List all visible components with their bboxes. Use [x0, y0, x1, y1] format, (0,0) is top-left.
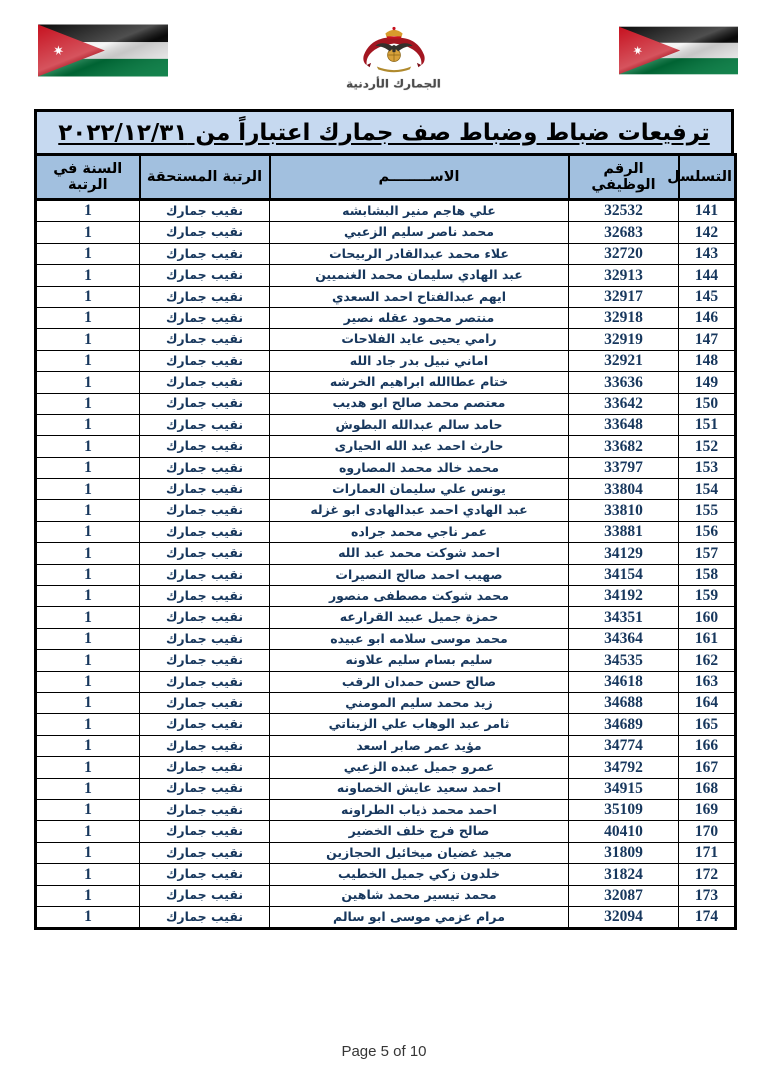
- rank-cell: نقيب جمارك: [140, 757, 270, 778]
- serial-cell: 142: [679, 222, 736, 243]
- page-number: Page 5 of 10: [341, 1043, 427, 1060]
- rank-cell: نقيب جمارك: [140, 521, 270, 542]
- employee-number-cell: 34915: [569, 778, 679, 799]
- name-cell: عبد الهادي احمد عبدالهادى ابو غزله: [270, 500, 569, 521]
- year-in-rank-cell: 1: [36, 842, 140, 863]
- year-in-rank-cell: 1: [36, 586, 140, 607]
- name-cell: ختام عطاالله ابراهيم الخرشه: [270, 372, 569, 393]
- table-row: [36, 778, 736, 799]
- table-row: [36, 350, 736, 371]
- rank-cell: نقيب جمارك: [140, 885, 270, 906]
- year-in-rank-cell: 1: [36, 265, 140, 286]
- serial-cell: 162: [679, 650, 736, 671]
- table-row: [36, 906, 736, 928]
- name-cell: صالح فرج خلف الخضير: [270, 821, 569, 842]
- serial-cell: 158: [679, 564, 736, 585]
- serial-cell: 157: [679, 543, 736, 564]
- name-cell: مؤيد عمر صابر اسعد: [270, 735, 569, 756]
- jordan-coat-of-arms-icon: [351, 24, 437, 76]
- employee-number-cell: 34792: [569, 757, 679, 778]
- table-row: [36, 479, 736, 500]
- name-cell: محمد تيسير محمد شاهين: [270, 885, 569, 906]
- table-row: [36, 265, 736, 286]
- year-in-rank-cell: 1: [36, 500, 140, 521]
- rank-cell: نقيب جمارك: [140, 842, 270, 863]
- serial-cell: 152: [679, 436, 736, 457]
- name-cell: يونس علي سليمان العمارات: [270, 479, 569, 500]
- employee-number-cell: 32532: [569, 200, 679, 222]
- employee-number-cell: 34154: [569, 564, 679, 585]
- employee-number-cell: 32094: [569, 906, 679, 928]
- year-in-rank-cell: 1: [36, 436, 140, 457]
- name-cell: حامد سالم عبدالله البطوش: [270, 414, 569, 435]
- employee-number-cell: 32919: [569, 329, 679, 350]
- rank-cell: نقيب جمارك: [140, 628, 270, 649]
- rank-cell: نقيب جمارك: [140, 222, 270, 243]
- serial-cell: 144: [679, 265, 736, 286]
- promotions-table: [34, 153, 737, 930]
- employee-number-cell: 32921: [569, 350, 679, 371]
- serial-cell: 168: [679, 778, 736, 799]
- year-in-rank-cell: 1: [36, 286, 140, 307]
- employee-number-cell: 31809: [569, 842, 679, 863]
- serial-cell: 148: [679, 350, 736, 371]
- serial-cell: 161: [679, 628, 736, 649]
- name-cell: احمد شوكت محمد عبد الله: [270, 543, 569, 564]
- serial-cell: 143: [679, 243, 736, 264]
- serial-cell: 164: [679, 692, 736, 713]
- employee-number-cell: 34364: [569, 628, 679, 649]
- crest-block: [346, 24, 441, 91]
- name-cell: ايهم عبدالفتاح احمد السعدي: [270, 286, 569, 307]
- serial-cell: 163: [679, 671, 736, 692]
- year-in-rank-cell: 1: [36, 457, 140, 478]
- year-in-rank-cell: 1: [36, 222, 140, 243]
- year-in-rank-cell: 1: [36, 543, 140, 564]
- employee-number-cell: 33881: [569, 521, 679, 542]
- rank-cell: نقيب جمارك: [140, 500, 270, 521]
- rank-cell: نقيب جمارك: [140, 714, 270, 735]
- rank-cell: نقيب جمارك: [140, 586, 270, 607]
- employee-number-cell: 34351: [569, 607, 679, 628]
- serial-cell: 169: [679, 799, 736, 820]
- employee-number-cell: 34689: [569, 714, 679, 735]
- name-cell: علاء محمد عبدالقادر الربيحات: [270, 243, 569, 264]
- jordan-flag-icon: [38, 24, 168, 77]
- table-row: [36, 436, 736, 457]
- year-in-rank-cell: 1: [36, 564, 140, 585]
- rank-cell: نقيب جمارك: [140, 329, 270, 350]
- rank-cell: نقيب جمارك: [140, 799, 270, 820]
- serial-cell: 146: [679, 307, 736, 328]
- table-row: [36, 457, 736, 478]
- name-cell: محمد خالد محمد المصاروه: [270, 457, 569, 478]
- table-row: [36, 650, 736, 671]
- name-cell: خلدون زكي جميل الخطيب: [270, 864, 569, 885]
- year-in-rank-cell: 1: [36, 393, 140, 414]
- name-cell: مرام عزمي موسى ابو سالم: [270, 906, 569, 928]
- name-cell: حمزة جميل عبيد القرارعه: [270, 607, 569, 628]
- table-row: [36, 222, 736, 243]
- rank-cell: نقيب جمارك: [140, 821, 270, 842]
- employee-number-cell: 32917: [569, 286, 679, 307]
- name-cell: احمد محمد ذياب الطراونه: [270, 799, 569, 820]
- name-cell: رامي يحيى عايد الفلاحات: [270, 329, 569, 350]
- rank-cell: نقيب جمارك: [140, 543, 270, 564]
- serial-cell: 173: [679, 885, 736, 906]
- name-cell: صهيب احمد صالح النصيرات: [270, 564, 569, 585]
- table-row: [36, 842, 736, 863]
- column-header-employee-number: الرقم الوظيفي: [569, 155, 679, 200]
- year-in-rank-cell: 1: [36, 479, 140, 500]
- employee-number-cell: 34129: [569, 543, 679, 564]
- rank-cell: نقيب جمارك: [140, 564, 270, 585]
- rank-cell: نقيب جمارك: [140, 414, 270, 435]
- rank-cell: نقيب جمارك: [140, 650, 270, 671]
- year-in-rank-cell: 1: [36, 864, 140, 885]
- employee-number-cell: 33804: [569, 479, 679, 500]
- employee-number-cell: 33810: [569, 500, 679, 521]
- table-row: [36, 500, 736, 521]
- table-header-row: [36, 155, 736, 200]
- name-cell: مجيد غضيان ميخائيل الحجازين: [270, 842, 569, 863]
- rank-cell: نقيب جمارك: [140, 607, 270, 628]
- table-row: [36, 714, 736, 735]
- serial-cell: 167: [679, 757, 736, 778]
- employee-number-cell: 33642: [569, 393, 679, 414]
- year-in-rank-cell: 1: [36, 799, 140, 820]
- serial-cell: 170: [679, 821, 736, 842]
- column-header-serial: التسلسل: [679, 155, 736, 200]
- table-row: [36, 200, 736, 222]
- table-row: [36, 564, 736, 585]
- table-row: [36, 521, 736, 542]
- column-header-rank: الرتبة المستحقة: [140, 155, 270, 200]
- table-row: [36, 799, 736, 820]
- rank-cell: نقيب جمارك: [140, 457, 270, 478]
- serial-cell: 171: [679, 842, 736, 863]
- rank-cell: نقيب جمارك: [140, 372, 270, 393]
- table-row: [36, 671, 736, 692]
- rank-cell: نقيب جمارك: [140, 692, 270, 713]
- employee-number-cell: 34192: [569, 586, 679, 607]
- name-cell: صالح حسن حمدان الرقب: [270, 671, 569, 692]
- rank-cell: نقيب جمارك: [140, 243, 270, 264]
- table-row: [36, 864, 736, 885]
- rank-cell: نقيب جمارك: [140, 864, 270, 885]
- table-row: [36, 414, 736, 435]
- name-cell: احمد سعيد عايش الخصاونه: [270, 778, 569, 799]
- serial-cell: 141: [679, 200, 736, 222]
- rank-cell: نقيب جمارك: [140, 735, 270, 756]
- table-row: [36, 735, 736, 756]
- document-header: [0, 0, 768, 96]
- name-cell: اماني نبيل بدر جاد الله: [270, 350, 569, 371]
- table-row: [36, 543, 736, 564]
- name-cell: محمد ناصر سليم الزعبي: [270, 222, 569, 243]
- name-cell: سليم بسام سليم علاونه: [270, 650, 569, 671]
- serial-cell: 154: [679, 479, 736, 500]
- employee-number-cell: 34535: [569, 650, 679, 671]
- rank-cell: نقيب جمارك: [140, 265, 270, 286]
- name-cell: معتصم محمد صالح ابو هديب: [270, 393, 569, 414]
- employee-number-cell: 34688: [569, 692, 679, 713]
- name-cell: ثامر عبد الوهاب علي الزيناتي: [270, 714, 569, 735]
- year-in-rank-cell: 1: [36, 885, 140, 906]
- jordan-flag-icon: [619, 24, 738, 77]
- name-cell: منتصر محمود عقله نصير: [270, 307, 569, 328]
- table-row: [36, 607, 736, 628]
- table-row: [36, 821, 736, 842]
- rank-cell: نقيب جمارك: [140, 200, 270, 222]
- year-in-rank-cell: 1: [36, 307, 140, 328]
- rank-cell: نقيب جمارك: [140, 906, 270, 928]
- serial-cell: 174: [679, 906, 736, 928]
- employee-number-cell: 40410: [569, 821, 679, 842]
- rank-cell: نقيب جمارك: [140, 393, 270, 414]
- employee-number-cell: 34618: [569, 671, 679, 692]
- employee-number-cell: 33636: [569, 372, 679, 393]
- table-row: [36, 885, 736, 906]
- rank-cell: نقيب جمارك: [140, 436, 270, 457]
- serial-cell: 153: [679, 457, 736, 478]
- table-body: [36, 200, 736, 929]
- year-in-rank-cell: 1: [36, 372, 140, 393]
- table-row: [36, 393, 736, 414]
- serial-cell: 172: [679, 864, 736, 885]
- rank-cell: نقيب جمارك: [140, 671, 270, 692]
- year-in-rank-cell: 1: [36, 350, 140, 371]
- name-cell: محمد موسى سلامه ابو عبيده: [270, 628, 569, 649]
- serial-cell: 159: [679, 586, 736, 607]
- serial-cell: 145: [679, 286, 736, 307]
- name-cell: حارث احمد عبد الله الحيارى: [270, 436, 569, 457]
- year-in-rank-cell: 1: [36, 735, 140, 756]
- table-row: [36, 628, 736, 649]
- year-in-rank-cell: 1: [36, 671, 140, 692]
- serial-cell: 149: [679, 372, 736, 393]
- employee-number-cell: 33682: [569, 436, 679, 457]
- year-in-rank-cell: 1: [36, 243, 140, 264]
- page-title: ترفيعات ضباط وضباط صف جمارك اعتباراً من ٢٠٢٢/١٢/٣١: [58, 119, 710, 146]
- employee-number-cell: 32087: [569, 885, 679, 906]
- employee-number-cell: 34774: [569, 735, 679, 756]
- document-title-box: [34, 109, 734, 156]
- table-row: [36, 286, 736, 307]
- rank-cell: نقيب جمارك: [140, 778, 270, 799]
- name-cell: زيد محمد سليم المومني: [270, 692, 569, 713]
- column-header-name: الاســــــــم: [270, 155, 569, 200]
- table-row: [36, 692, 736, 713]
- year-in-rank-cell: 1: [36, 650, 140, 671]
- jordan-customs-calligraphy: الجمارك الأردنية: [346, 77, 441, 91]
- year-in-rank-cell: 1: [36, 628, 140, 649]
- employee-number-cell: 32683: [569, 222, 679, 243]
- table-row: [36, 329, 736, 350]
- table-row: [36, 372, 736, 393]
- serial-cell: 160: [679, 607, 736, 628]
- table-row: [36, 307, 736, 328]
- year-in-rank-cell: 1: [36, 329, 140, 350]
- year-in-rank-cell: 1: [36, 200, 140, 222]
- employee-number-cell: 32913: [569, 265, 679, 286]
- table-row: [36, 757, 736, 778]
- year-in-rank-cell: 1: [36, 714, 140, 735]
- employee-number-cell: 32918: [569, 307, 679, 328]
- serial-cell: 155: [679, 500, 736, 521]
- year-in-rank-cell: 1: [36, 906, 140, 928]
- serial-cell: 150: [679, 393, 736, 414]
- serial-cell: 147: [679, 329, 736, 350]
- serial-cell: 151: [679, 414, 736, 435]
- rank-cell: نقيب جمارك: [140, 350, 270, 371]
- employee-number-cell: 32720: [569, 243, 679, 264]
- serial-cell: 166: [679, 735, 736, 756]
- name-cell: علي هاجم منير البشابشه: [270, 200, 569, 222]
- serial-cell: 156: [679, 521, 736, 542]
- rank-cell: نقيب جمارك: [140, 479, 270, 500]
- year-in-rank-cell: 1: [36, 778, 140, 799]
- name-cell: عمر ناجي محمد جراده: [270, 521, 569, 542]
- employee-number-cell: 35109: [569, 799, 679, 820]
- rank-cell: نقيب جمارك: [140, 307, 270, 328]
- employee-number-cell: 31824: [569, 864, 679, 885]
- table-row: [36, 243, 736, 264]
- rank-cell: نقيب جمارك: [140, 286, 270, 307]
- year-in-rank-cell: 1: [36, 414, 140, 435]
- name-cell: محمد شوكت مصطفى منصور: [270, 586, 569, 607]
- name-cell: عبد الهادي سليمان محمد الغنميين: [270, 265, 569, 286]
- employee-number-cell: 33648: [569, 414, 679, 435]
- employee-number-cell: 33797: [569, 457, 679, 478]
- column-header-year-in-rank: السنة في الرتبة: [36, 155, 140, 200]
- name-cell: عمرو جميل عبده الزعبي: [270, 757, 569, 778]
- year-in-rank-cell: 1: [36, 692, 140, 713]
- year-in-rank-cell: 1: [36, 757, 140, 778]
- serial-cell: 165: [679, 714, 736, 735]
- table-row: [36, 586, 736, 607]
- year-in-rank-cell: 1: [36, 607, 140, 628]
- year-in-rank-cell: 1: [36, 521, 140, 542]
- year-in-rank-cell: 1: [36, 821, 140, 842]
